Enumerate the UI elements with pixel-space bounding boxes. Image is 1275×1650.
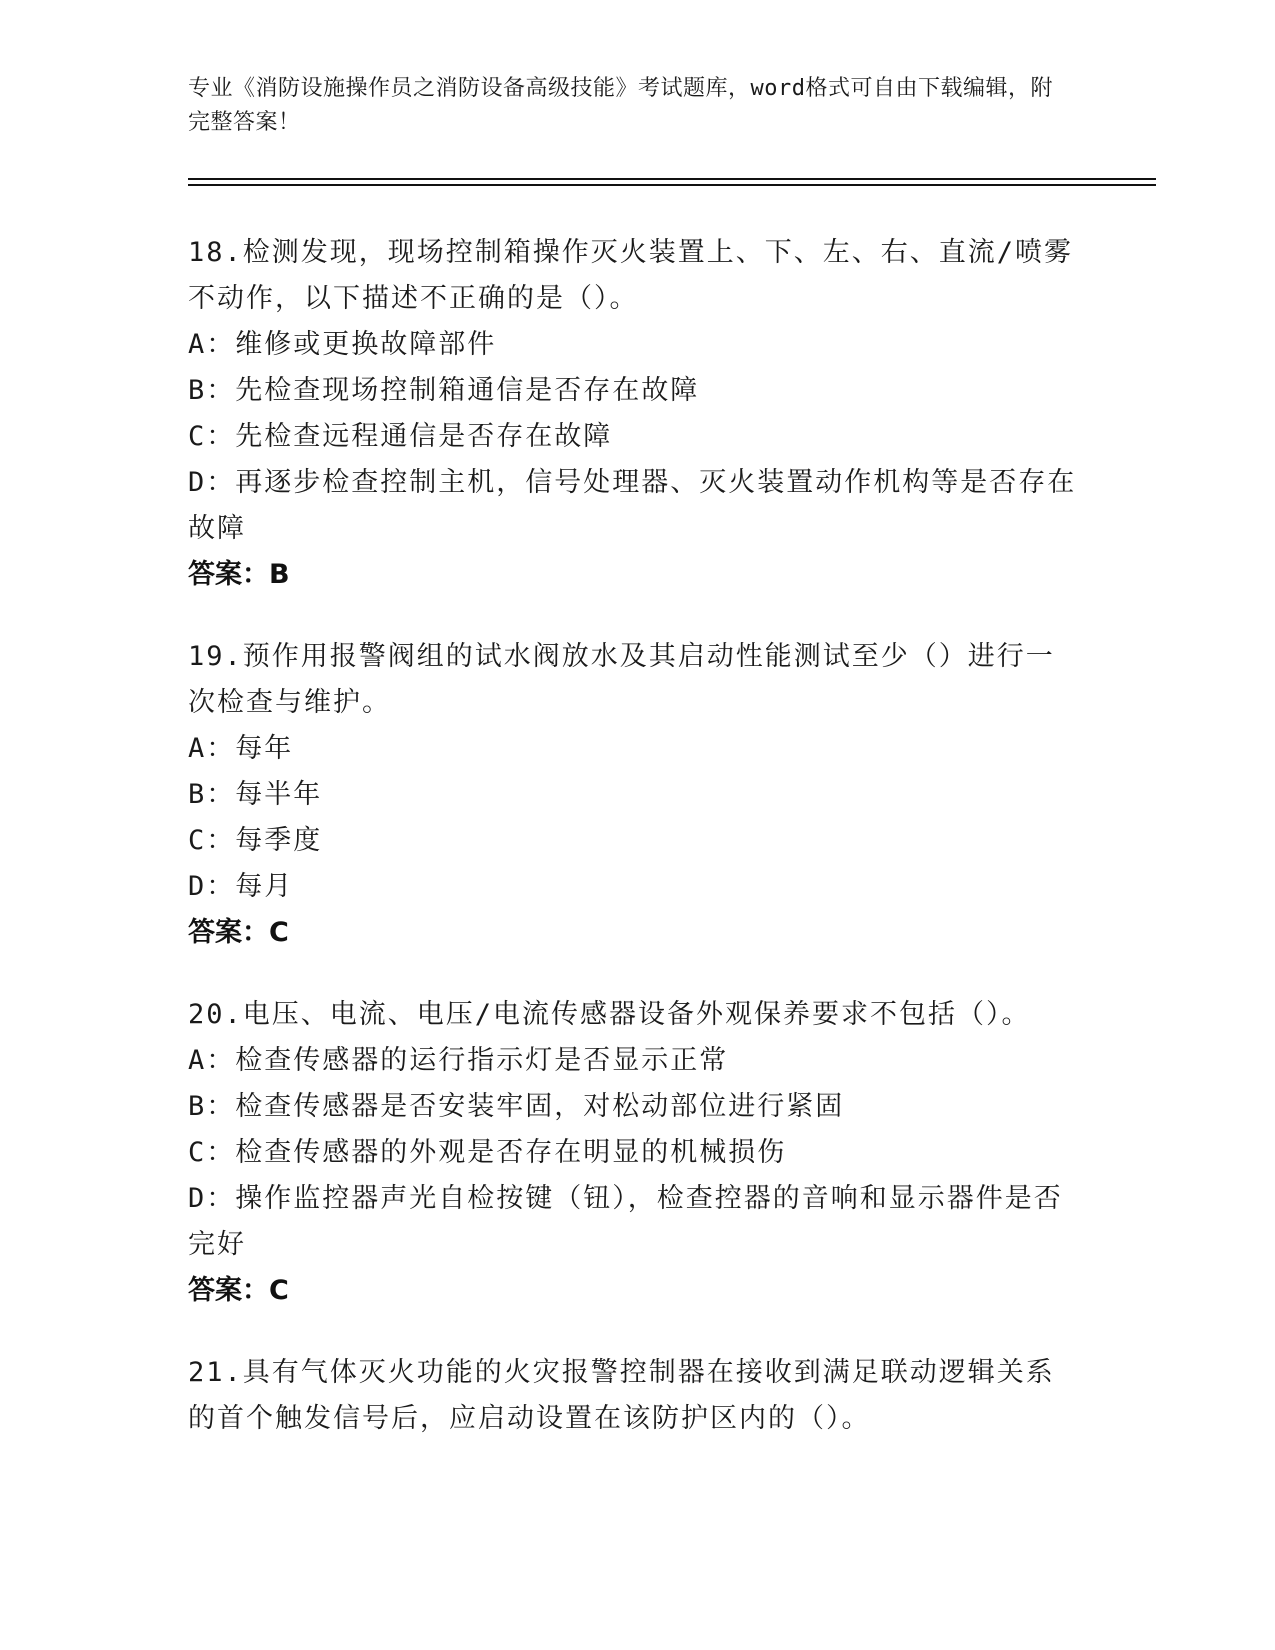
answer-value: C — [269, 1275, 289, 1306]
answer-line — [188, 1268, 1078, 1314]
option-d: D：每月 — [188, 871, 294, 902]
option-d: D：操作监控器声光自检按键（钮），检查控器的音响和显示器件是否完好 — [188, 1183, 1063, 1260]
answer-value: B — [269, 559, 290, 590]
question-stem: 18.检测发现，现场控制箱操作灭火装置上、下、左、右、直流/喷雾不动作，以下描述不正确的是（）。 — [188, 237, 1074, 314]
question-list — [188, 230, 1078, 1478]
option-c: C：检查传感器的外观是否存在明显的机械损伤 — [188, 1137, 787, 1168]
option-d: D：再逐步检查控制主机，信号处理器、灭火装置动作机构等是否存在故障 — [188, 467, 1077, 544]
question-20 — [188, 992, 1078, 1314]
answer-line — [188, 552, 1078, 598]
option-b: B：检查传感器是否安装牢固，对松动部位进行紧固 — [188, 1091, 845, 1122]
answer-label: 答案： — [188, 559, 269, 590]
question-stem: 19.预作用报警阀组的试水阀放水及其启动性能测试至少（）进行一次检查与维护。 — [188, 641, 1055, 718]
question-19 — [188, 634, 1078, 956]
option-c: C：先检查远程通信是否存在故障 — [188, 421, 613, 452]
option-c: C：每季度 — [188, 825, 323, 856]
option-a: A：每年 — [188, 733, 294, 764]
question-stem: 20.电压、电流、电压/电流传感器设备外观保养要求不包括（）。 — [188, 999, 1031, 1030]
answer-label: 答案： — [188, 1275, 269, 1306]
option-a: A：维修或更换故障部件 — [188, 329, 497, 360]
question-18 — [188, 230, 1078, 598]
header-rule-bottom — [188, 184, 1156, 186]
answer-value: C — [269, 917, 289, 948]
question-stem: 21.具有气体灭火功能的火灾报警控制器在接收到满足联动逻辑关系的首个触发信号后，应启动设置在该防护区内的（）。 — [188, 1357, 1055, 1434]
option-b: B：每半年 — [188, 779, 323, 810]
header-rule-top — [188, 178, 1156, 180]
option-a: A：检查传感器的运行指示灯是否显示正常 — [188, 1045, 729, 1076]
answer-label: 答案： — [188, 917, 269, 948]
question-21 — [188, 1350, 1078, 1442]
option-b: B：先检查现场控制箱通信是否存在故障 — [188, 375, 700, 406]
document-header: 专业《消防设施操作员之消防设备高级技能》考试题库，word格式可自由下载编辑，附完整答案！ — [188, 76, 1053, 135]
answer-line — [188, 910, 1078, 956]
